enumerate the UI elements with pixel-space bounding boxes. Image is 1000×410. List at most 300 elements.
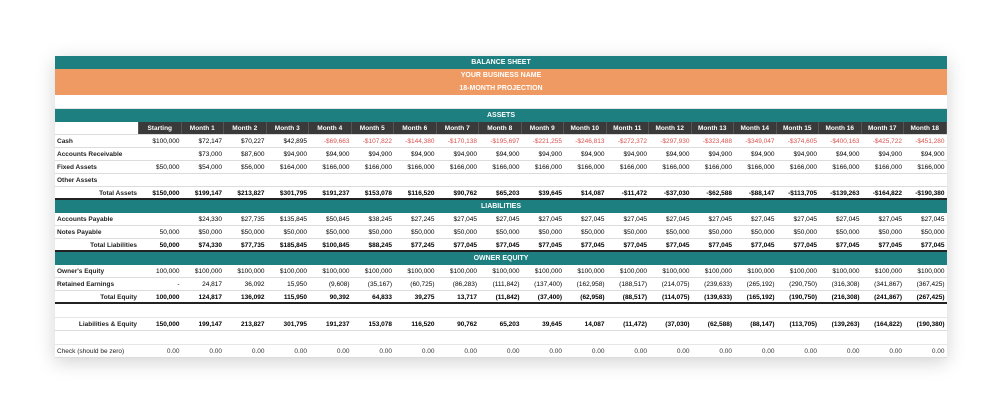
table-cell[interactable]: $77,045 [836, 242, 860, 249]
table-cell[interactable]: $77,045 [878, 242, 902, 249]
column-header: Month 18 [904, 122, 947, 134]
table-row [55, 291, 947, 304]
row-label: Other Assets [57, 177, 98, 184]
table-cell[interactable]: $166,000 [917, 164, 945, 171]
table-cell[interactable]: $42,895 [283, 138, 307, 145]
table-cell[interactable]: 0.00 [421, 348, 435, 355]
table-cell[interactable]: (241,867) [874, 294, 902, 301]
table-cell[interactable]: $50,845 [326, 216, 350, 223]
table-cell[interactable]: (37,030) [665, 321, 690, 328]
table-cell[interactable]: $50,000 [241, 229, 265, 236]
table-cell[interactable]: $166,000 [662, 164, 690, 171]
table-cell[interactable]: $77,045 [666, 242, 690, 249]
table-cell[interactable]: $100,000 [619, 268, 647, 275]
header-corner [55, 122, 139, 134]
row-label: Total Assets [99, 190, 137, 197]
table-cell[interactable]: (137,400) [534, 281, 562, 288]
table-cell[interactable]: -$221,255 [532, 138, 562, 145]
table-cell[interactable]: $39,645 [538, 190, 562, 197]
table-cell[interactable]: $166,000 [322, 164, 350, 171]
table-cell[interactable]: $94,900 [538, 151, 562, 158]
table-cell[interactable]: -$349,047 [745, 138, 775, 145]
liabilities-equity-row [55, 318, 947, 331]
table-cell[interactable]: 65,203 [499, 321, 520, 328]
row-label: Total Equity [100, 294, 137, 301]
table-cell[interactable]: $100,000 [534, 268, 562, 275]
table-cell[interactable]: -$246,813 [575, 138, 605, 145]
table-cell[interactable]: $38,245 [368, 216, 392, 223]
table-cell[interactable]: $100,000 [704, 268, 732, 275]
row-label: Cash [57, 138, 73, 145]
table-cell[interactable]: 39,275 [414, 294, 435, 301]
table-cell[interactable]: 115,950 [283, 294, 307, 301]
column-header: Month 12 [649, 122, 692, 134]
table-cell[interactable] [607, 174, 650, 186]
table-cell[interactable]: $166,000 [577, 164, 605, 171]
total-liabilities-row [55, 239, 947, 252]
table-cell[interactable]: $100,000 [194, 268, 222, 275]
table-cell[interactable]: -$69,663 [323, 138, 350, 145]
table-cell[interactable]: (111,842) [492, 281, 520, 288]
table-cell[interactable]: -$170,138 [447, 138, 477, 145]
table-cell[interactable]: $94,900 [836, 151, 860, 158]
table-cell[interactable]: $135,845 [279, 216, 307, 223]
table-cell[interactable] [862, 174, 905, 186]
table-cell[interactable]: $50,000 [793, 229, 817, 236]
table-cell[interactable]: $50,000 [368, 229, 392, 236]
table-cell[interactable]: (267,425) [916, 294, 945, 301]
table-cell[interactable]: $94,900 [708, 151, 732, 158]
table-cell[interactable]: $50,000 [878, 229, 902, 236]
table-cell[interactable] [777, 174, 820, 186]
column-header: Month 10 [564, 122, 607, 134]
table-cell[interactable]: $50,000 [666, 229, 690, 236]
table-cell[interactable]: $77,045 [623, 242, 647, 249]
table-cell[interactable]: $50,000 [921, 229, 945, 236]
table-cell[interactable]: $77,045 [538, 242, 562, 249]
table-row [55, 318, 947, 331]
table-cell[interactable]: $100,000 [407, 268, 435, 275]
table-cell[interactable]: $87,600 [241, 151, 265, 158]
table-cell[interactable]: 0.00 [379, 348, 392, 355]
table-cell[interactable]: $50,000 [156, 164, 180, 171]
table-cell[interactable] [522, 174, 565, 186]
table-cell[interactable]: $94,900 [878, 151, 902, 158]
table-cell[interactable]: $77,735 [241, 242, 265, 249]
table-cell[interactable]: -$11,472 [621, 190, 647, 197]
table-cell[interactable]: -$62,588 [706, 190, 732, 197]
table-cell[interactable]: $77,045 [751, 242, 775, 249]
table-cell[interactable]: $94,900 [496, 151, 520, 158]
table-cell[interactable]: $77,045 [581, 242, 605, 249]
table-cell[interactable]: 0.00 [209, 348, 222, 355]
table-cell[interactable]: (265,192) [746, 281, 775, 288]
table-cell[interactable]: $100,000 [237, 268, 265, 275]
table-cell[interactable]: $166,000 [449, 164, 477, 171]
table-cell[interactable]: $100,000 [789, 268, 817, 275]
table-cell[interactable]: $50,000 [411, 229, 435, 236]
column-header: Month 4 [309, 122, 352, 134]
table-cell[interactable]: 0.00 [294, 348, 307, 355]
table-cell[interactable]: 24,817 [202, 281, 222, 288]
table-cell[interactable]: 0.00 [846, 348, 860, 355]
table-row [55, 278, 947, 291]
table-cell[interactable]: $27,245 [411, 216, 435, 223]
table-cell[interactable]: (188,517) [619, 281, 647, 288]
table-cell[interactable]: $77,045 [921, 242, 945, 249]
table-cell[interactable] [394, 174, 437, 186]
row-label: Fixed Assets [57, 164, 97, 171]
table-cell[interactable]: $73,000 [198, 151, 222, 158]
equity-rows [55, 265, 947, 291]
table-cell[interactable]: $27,045 [878, 216, 902, 223]
liabilities-rows [55, 213, 947, 239]
table-cell[interactable]: $50,000 [708, 229, 732, 236]
table-row [55, 161, 947, 174]
table-cell[interactable]: $94,900 [793, 151, 817, 158]
row-label: Check (should be zero) [57, 348, 125, 355]
table-cell[interactable]: 0.00 [549, 348, 562, 355]
table-row [55, 226, 947, 239]
table-cell[interactable]: (165,192) [746, 294, 775, 301]
table-cell[interactable] [564, 174, 607, 186]
table-cell[interactable] [479, 174, 522, 186]
table-cell[interactable]: 14,087 [584, 321, 605, 328]
table-cell[interactable]: $100,000 [917, 268, 945, 275]
table-cell[interactable]: (88,517) [622, 294, 647, 301]
table-cell[interactable]: $50,000 [283, 229, 307, 236]
table-cell[interactable]: $56,000 [241, 164, 265, 171]
table-cell[interactable]: $94,900 [751, 151, 775, 158]
table-cell[interactable]: $166,000 [407, 164, 435, 171]
table-cell[interactable]: $27,045 [921, 216, 945, 223]
table-cell[interactable] [819, 174, 862, 186]
table-cell[interactable]: -$425,722 [872, 138, 902, 145]
column-header: Month 2 [224, 122, 267, 134]
table-cell[interactable]: 50,000 [159, 229, 180, 236]
table-cell[interactable]: 13,717 [457, 294, 477, 301]
table-cell[interactable]: $166,000 [534, 164, 562, 171]
table-cell[interactable]: (316,308) [831, 281, 860, 288]
table-cell[interactable]: -$195,697 [490, 138, 520, 145]
table-cell[interactable] [309, 174, 352, 186]
equity-section-header: OWNER EQUITY [55, 252, 947, 265]
table-cell[interactable]: $94,900 [283, 151, 307, 158]
table-row [55, 135, 947, 148]
table-cell[interactable]: $94,900 [623, 151, 647, 158]
table-cell[interactable]: $88,245 [368, 242, 392, 249]
table-cell[interactable]: $166,000 [364, 164, 392, 171]
table-cell[interactable]: $24,330 [198, 216, 222, 223]
table-cell[interactable]: $77,245 [411, 242, 435, 249]
table-row [55, 239, 947, 252]
row-label: Owner's Equity [57, 268, 105, 275]
table-cell[interactable]: -$113,705 [788, 190, 817, 197]
table-cell[interactable]: $90,762 [453, 190, 477, 197]
table-cell[interactable]: $50,000 [581, 229, 605, 236]
table-cell[interactable]: 0.00 [889, 348, 902, 355]
table-cell[interactable] [139, 174, 182, 186]
table-cell[interactable]: (86,283) [452, 281, 477, 288]
table-cell[interactable]: -$164,822 [872, 190, 902, 197]
table-cell[interactable]: $94,900 [326, 151, 350, 158]
table-cell[interactable]: $166,000 [874, 164, 902, 171]
table-cell[interactable]: 0.00 [166, 348, 180, 355]
table-cell[interactable]: (341,867) [874, 281, 902, 288]
column-header: Month 17 [862, 122, 905, 134]
table-cell[interactable]: $100,000 [364, 268, 392, 275]
table-row [55, 174, 947, 187]
table-cell[interactable]: (139,633) [704, 294, 732, 301]
table-cell[interactable] [734, 174, 777, 186]
table-cell[interactable]: 0.00 [506, 348, 520, 355]
spacer-row [55, 95, 947, 109]
table-cell[interactable]: $27,045 [708, 216, 732, 223]
table-cell[interactable]: 0.00 [464, 348, 477, 355]
table-cell[interactable]: (214,075) [661, 281, 690, 288]
table-cell[interactable]: $100,000 [874, 268, 902, 275]
table-cell[interactable]: $14,087 [581, 190, 605, 197]
column-header: Month 11 [607, 122, 650, 134]
table-cell[interactable]: (62,958) [580, 294, 605, 301]
table-cell[interactable]: $50,000 [751, 229, 775, 236]
table-cell[interactable]: 15,950 [287, 281, 307, 288]
table-cell[interactable]: (290,750) [789, 281, 817, 288]
table-cell[interactable]: $100,000 [747, 268, 775, 275]
table-cell[interactable]: 39,645 [542, 321, 562, 328]
table-cell[interactable]: 0.00 [804, 348, 817, 355]
table-cell[interactable]: -$451,280 [915, 138, 945, 145]
table-cell[interactable]: $27,045 [623, 216, 647, 223]
table-cell[interactable]: $94,900 [666, 151, 690, 158]
table-cell[interactable]: $153,078 [364, 190, 392, 197]
table-cell[interactable]: (35,167) [367, 281, 392, 288]
table-cell[interactable]: (114,075) [662, 294, 690, 301]
table-cell[interactable]: (164,822) [874, 321, 902, 328]
table-cell[interactable]: -$139,263 [830, 190, 860, 197]
table-cell[interactable]: 0.00 [761, 348, 775, 355]
table-cell[interactable]: (162,958) [576, 281, 605, 288]
table-cell[interactable]: (62,588) [707, 321, 732, 328]
table-cell[interactable]: $100,000 [577, 268, 605, 275]
column-header: Month 1 [182, 122, 225, 134]
table-cell[interactable] [692, 174, 735, 186]
table-cell[interactable]: -$400,163 [830, 138, 860, 145]
table-cell[interactable]: $94,900 [368, 151, 392, 158]
table-cell[interactable]: $27,045 [581, 216, 605, 223]
table-cell[interactable]: (60,725) [410, 281, 435, 288]
table-cell[interactable] [352, 174, 395, 186]
table-cell[interactable]: 191,237 [326, 321, 350, 328]
business-name[interactable]: YOUR BUSINESS NAME [55, 69, 947, 82]
table-row [55, 148, 947, 161]
table-cell[interactable]: $150,000 [152, 190, 180, 197]
column-header-row [55, 122, 947, 135]
table-cell[interactable]: (11,842) [495, 294, 520, 301]
table-cell[interactable]: -$190,380 [915, 190, 945, 197]
table-cell[interactable]: (139,263) [831, 321, 860, 328]
table-cell[interactable]: $27,045 [836, 216, 860, 223]
table-cell[interactable]: $50,000 [836, 229, 860, 236]
table-cell[interactable]: 90,762 [457, 321, 477, 328]
table-cell[interactable] [139, 148, 182, 160]
table-cell[interactable]: (113,705) [789, 321, 817, 328]
table-cell[interactable]: $77,045 [708, 242, 732, 249]
table-cell[interactable]: 116,520 [411, 321, 435, 328]
table-cell[interactable]: 0.00 [591, 348, 605, 355]
table-cell[interactable]: $166,000 [789, 164, 817, 171]
table-cell[interactable]: $27,735 [241, 216, 265, 223]
table-cell[interactable]: $77,045 [453, 242, 477, 249]
table-cell[interactable]: $166,000 [619, 164, 647, 171]
table-cell[interactable]: -$88,147 [748, 190, 775, 197]
table-cell[interactable]: $100,000 [152, 138, 180, 145]
table-cell[interactable]: $70,227 [241, 138, 265, 145]
table-cell[interactable]: $27,045 [538, 216, 562, 223]
table-cell[interactable]: (9,608) [328, 281, 350, 288]
table-cell[interactable]: 213,827 [241, 321, 265, 328]
table-cell[interactable]: 100,000 [156, 268, 180, 275]
table-cell[interactable]: 301,795 [283, 321, 307, 328]
table-cell[interactable]: $166,000 [492, 164, 520, 171]
table-cell[interactable]: $50,000 [623, 229, 647, 236]
column-header: Month 14 [734, 122, 777, 134]
table-cell[interactable]: -$323,488 [702, 138, 732, 145]
table-cell[interactable]: $100,000 [279, 268, 307, 275]
table-cell[interactable]: $27,045 [496, 216, 520, 223]
table-cell[interactable]: $65,203 [496, 190, 520, 197]
table-cell[interactable]: $50,000 [326, 229, 350, 236]
table-cell[interactable]: $77,045 [793, 242, 817, 249]
table-row [55, 265, 947, 278]
table-cell[interactable]: 150,000 [156, 321, 180, 328]
table-cell[interactable]: 136,092 [241, 294, 265, 301]
table-cell[interactable]: $72,147 [198, 138, 222, 145]
table-cell[interactable] [437, 174, 480, 186]
table-cell[interactable]: $27,045 [751, 216, 775, 223]
table-cell[interactable]: (367,425) [916, 281, 945, 288]
column-header: Month 15 [777, 122, 820, 134]
total-assets-row [55, 187, 947, 200]
table-cell[interactable]: 0.00 [251, 348, 265, 355]
table-cell[interactable]: $100,845 [322, 242, 350, 249]
spacer-row [55, 331, 947, 345]
table-row [55, 345, 947, 358]
table-cell[interactable]: -$37,030 [663, 190, 690, 197]
table-cell[interactable]: $27,045 [793, 216, 817, 223]
table-cell[interactable]: $100,000 [322, 268, 350, 275]
table-cell[interactable]: (190,380) [916, 321, 945, 328]
table-cell[interactable]: 50,000 [159, 242, 180, 249]
column-header: Month 13 [692, 122, 735, 134]
table-cell[interactable]: $27,045 [666, 216, 690, 223]
table-cell[interactable]: 0.00 [336, 348, 350, 355]
table-cell[interactable]: 124,817 [198, 294, 222, 301]
table-cell[interactable] [224, 174, 267, 186]
table-cell[interactable]: $100,000 [832, 268, 860, 275]
column-header: Month 16 [819, 122, 862, 134]
table-cell[interactable]: 100,000 [156, 294, 180, 301]
table-cell[interactable]: 90,392 [329, 294, 350, 301]
sheet-title: BALANCE SHEET [55, 56, 947, 69]
column-header: Month 8 [479, 122, 522, 134]
table-cell[interactable]: 36,092 [244, 281, 265, 288]
table-cell[interactable]: $100,000 [492, 268, 520, 275]
table-cell[interactable]: $94,900 [411, 151, 435, 158]
table-cell[interactable]: (190,750) [789, 294, 817, 301]
table-cell[interactable] [649, 174, 692, 186]
table-cell[interactable]: 0.00 [676, 348, 690, 355]
table-cell[interactable]: -$272,372 [617, 138, 647, 145]
row-label: Accounts Receivable [57, 151, 123, 158]
table-cell[interactable]: $50,000 [538, 229, 562, 236]
table-cell[interactable]: -$297,930 [660, 138, 690, 145]
table-cell[interactable]: $166,000 [704, 164, 732, 171]
row-label: Liabilities & Equity [78, 321, 137, 328]
table-cell[interactable]: $74,330 [198, 242, 222, 249]
table-cell[interactable]: $185,845 [279, 242, 307, 249]
table-cell[interactable]: -$107,822 [362, 138, 392, 145]
table-cell[interactable] [182, 174, 225, 186]
table-cell[interactable]: $94,900 [581, 151, 605, 158]
table-cell[interactable]: $94,900 [921, 151, 945, 158]
table-cell[interactable]: $77,045 [496, 242, 520, 249]
table-cell[interactable]: $166,000 [832, 164, 860, 171]
column-header: Month 7 [437, 122, 480, 134]
check-row [55, 345, 947, 358]
table-cell[interactable]: - [177, 281, 180, 288]
table-cell[interactable] [904, 174, 947, 186]
row-label: Notes Payable [57, 229, 102, 236]
table-cell[interactable]: $50,000 [496, 229, 520, 236]
table-cell[interactable]: $50,000 [453, 229, 477, 236]
table-cell[interactable]: 64,833 [372, 294, 392, 301]
table-cell[interactable]: (88,147) [750, 321, 775, 328]
table-cell[interactable]: $213,827 [237, 190, 265, 197]
table-cell[interactable]: $94,900 [453, 151, 477, 158]
table-cell[interactable]: (11,472) [623, 321, 647, 328]
table-cell[interactable]: 153,078 [368, 321, 392, 328]
table-cell[interactable]: (239,633) [704, 281, 732, 288]
table-cell[interactable]: $116,520 [407, 190, 435, 197]
table-cell[interactable] [139, 213, 182, 225]
table-cell[interactable]: 199,147 [198, 321, 222, 328]
table-cell[interactable]: 0.00 [634, 348, 647, 355]
column-header: Month 9 [522, 122, 565, 134]
table-cell[interactable]: $191,237 [322, 190, 350, 197]
table-row [55, 213, 947, 226]
table-cell[interactable]: -$374,605 [787, 138, 817, 145]
table-cell[interactable]: (216,308) [831, 294, 860, 301]
table-cell[interactable]: $166,000 [747, 164, 775, 171]
table-cell[interactable]: $301,795 [279, 190, 307, 197]
table-cell[interactable]: (37,400) [537, 294, 562, 301]
table-cell[interactable]: $50,000 [198, 229, 222, 236]
table-cell[interactable]: -$144,380 [405, 138, 435, 145]
total-equity-row [55, 291, 947, 304]
table-cell[interactable]: $199,147 [194, 190, 222, 197]
table-cell[interactable]: $100,000 [662, 268, 690, 275]
table-cell[interactable]: 0.00 [931, 348, 945, 355]
table-cell[interactable]: $54,000 [198, 164, 222, 171]
table-cell[interactable]: $27,045 [453, 216, 477, 223]
table-cell[interactable]: $100,000 [449, 268, 477, 275]
balance-sheet [55, 56, 947, 358]
table-cell[interactable] [267, 174, 310, 186]
row-label: Accounts Payable [57, 216, 113, 223]
table-cell[interactable]: $164,000 [279, 164, 307, 171]
table-cell[interactable]: 0.00 [719, 348, 732, 355]
